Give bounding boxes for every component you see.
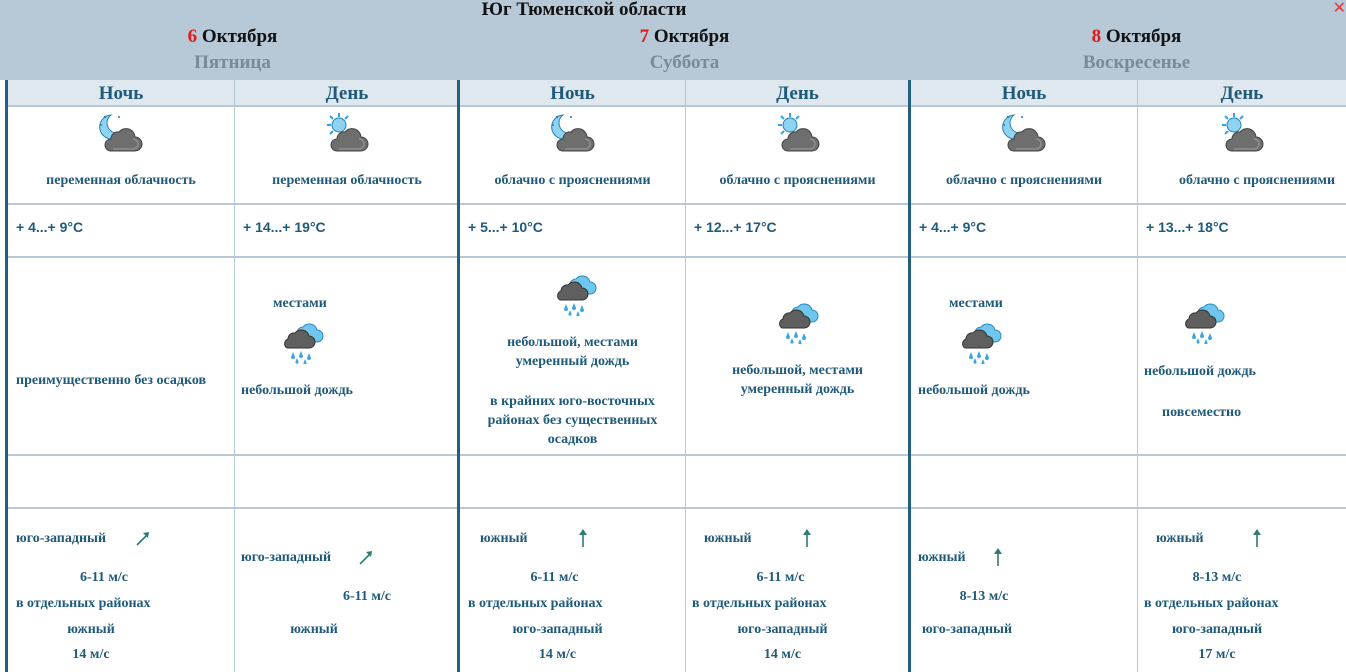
column-day3-night (908, 80, 1137, 672)
day-weekday: Воскресенье (1082, 52, 1191, 73)
wind-speed: 6-11 м/с (530, 570, 579, 585)
wind-direction-secondary: юго-западный (512, 622, 603, 637)
empty-cell (1138, 456, 1346, 509)
temperature: + 4...+ 9°C (919, 219, 987, 235)
empty-cell (235, 456, 459, 509)
precipitation-note-1: в крайних юго-восточных (490, 394, 655, 409)
wind-direction: южный (1156, 531, 1204, 546)
precipitation-text: преимущественно без осадков (16, 373, 207, 388)
wind-cell (686, 509, 909, 672)
temperature-cell (911, 205, 1137, 258)
sky-text: переменная облачность (272, 173, 422, 188)
temperature-cell (235, 205, 459, 258)
precipitation-note-2: районах без существенных (487, 413, 658, 428)
column-day3-day (1137, 80, 1346, 672)
column-day1-day (234, 80, 459, 672)
rain-cloud-icon (774, 300, 820, 344)
precipitation-text: небольшой дождь (241, 383, 353, 398)
day-number: 7 (639, 26, 650, 47)
wind-arrow-icon (798, 528, 816, 548)
precipitation-cell (1138, 258, 1346, 456)
wind-speed: 8-13 м/с (1192, 570, 1242, 585)
empty-cell (460, 456, 685, 509)
close-icon[interactable]: ✕ (1332, 0, 1346, 17)
sky-cell (1138, 107, 1346, 205)
wind-arrow-icon (574, 528, 592, 548)
column-day1-night (5, 80, 234, 672)
wind-direction-secondary: юго-западный (737, 622, 828, 637)
wind-speed-secondary: 14 м/с (763, 647, 802, 662)
wind-note: в отдельных районах (468, 596, 603, 611)
day-weekday: Пятница (194, 52, 271, 73)
day-header-2 (459, 24, 910, 76)
wind-speed-secondary: 14 м/с (72, 647, 110, 662)
forecast-table (0, 80, 1346, 672)
wind-direction: южный (704, 531, 752, 546)
sun-cloud-icon (1218, 111, 1266, 155)
wind-speed: 8-13 м/с (959, 589, 1009, 604)
sun-cloud-icon (774, 111, 822, 155)
wind-direction: юго-западный (241, 550, 332, 565)
temperature: + 12...+ 17°C (694, 219, 777, 235)
precipitation-note-3: осадков (547, 432, 598, 447)
empty-cell (8, 456, 234, 509)
period-header: Ночь (911, 80, 1137, 107)
wind-arrow-icon (1248, 528, 1266, 548)
wind-direction: южный (480, 531, 528, 546)
precipitation-line-2: умеренный дождь (515, 354, 630, 369)
wind-direction: южный (918, 550, 966, 565)
empty-cell (686, 456, 909, 509)
sky-text: переменная облачность (46, 173, 196, 188)
wind-speed: 6-11 м/с (342, 589, 392, 604)
sky-text: облачно с прояснениями (719, 173, 876, 188)
precipitation-text: небольшой дождь (918, 383, 1030, 398)
day-month: Октября (201, 26, 278, 47)
precipitation-cell (235, 258, 459, 456)
wind-cell (8, 509, 234, 672)
period-header: День (1138, 80, 1346, 107)
moon-cloud-icon (1000, 111, 1048, 155)
wind-arrow-icon (357, 547, 375, 567)
precipitation-area: местами (273, 296, 327, 311)
day-header-3 (911, 24, 1346, 76)
column-day2-day (685, 80, 909, 672)
wind-cell (235, 509, 459, 672)
period-header: Ночь (460, 80, 685, 107)
wind-note: в отдельных районах (692, 596, 827, 611)
temperature: + 14...+ 19°C (243, 219, 326, 235)
precipitation-text: небольшой дождь (1144, 364, 1256, 379)
forecast-header (0, 0, 1346, 80)
wind-arrow-icon (134, 528, 152, 548)
wind-cell (1138, 509, 1346, 672)
temperature: + 13...+ 18°C (1146, 219, 1229, 235)
wind-note: в отдельных районах (16, 596, 151, 611)
wind-speed: 6-11 м/с (756, 570, 805, 585)
rain-cloud-icon (552, 272, 598, 316)
rain-cloud-icon (1180, 300, 1226, 344)
day-month: Октября (1105, 26, 1182, 47)
wind-cell (460, 509, 685, 672)
temperature: + 5...+ 10°C (468, 219, 543, 235)
sky-cell (686, 107, 909, 205)
precipitation-cell (8, 258, 234, 456)
period-header: День (235, 80, 459, 107)
precipitation-cell (460, 258, 685, 456)
wind-cell (911, 509, 1137, 672)
wind-note: в отдельных районах (1144, 596, 1279, 611)
rain-cloud-icon (279, 320, 325, 364)
sky-text: облачно с прояснениями (1178, 173, 1336, 188)
wind-direction-secondary: южный (290, 622, 338, 637)
day-header-1 (7, 24, 458, 76)
sky-cell (8, 107, 234, 205)
precipitation-cell (911, 258, 1137, 456)
moon-cloud-icon (549, 111, 597, 155)
precipitation-cell (686, 258, 909, 456)
wind-speed: 6-11 м/с (79, 570, 129, 585)
period-header: Ночь (8, 80, 234, 107)
wind-direction-secondary: юго-западный (1171, 622, 1263, 637)
sky-text: облачно с прояснениями (494, 173, 651, 188)
wind-speed-secondary: 17 м/с (1198, 647, 1236, 662)
precipitation-area: местами (949, 296, 1003, 311)
rain-cloud-icon (957, 320, 1003, 364)
region-title: Юг Тюменской области (481, 0, 687, 20)
empty-cell (911, 456, 1137, 509)
period-header: День (686, 80, 909, 107)
temperature-cell (1138, 205, 1346, 258)
day-weekday: Суббота (649, 52, 720, 73)
precipitation-note-1: повсеместно (1162, 405, 1242, 420)
sky-cell (911, 107, 1137, 205)
temperature: + 4...+ 9°C (16, 219, 84, 235)
wind-arrow-icon (989, 547, 1007, 567)
sky-cell (460, 107, 685, 205)
precipitation-line-1: небольшой, местами (732, 363, 863, 378)
temperature-cell (8, 205, 234, 258)
sky-text: облачно с прояснениями (945, 173, 1103, 188)
day-month: Октября (653, 26, 730, 47)
wind-direction-secondary: южный (67, 622, 115, 637)
sun-cloud-icon (323, 111, 371, 155)
moon-cloud-icon (97, 111, 145, 155)
temperature-cell (686, 205, 909, 258)
sky-cell (235, 107, 459, 205)
wind-speed-secondary: 14 м/с (538, 647, 577, 662)
wind-direction-secondary: юго-западный (921, 622, 1013, 637)
precipitation-line-1: небольшой, местами (507, 335, 638, 350)
column-day2-night (457, 80, 685, 672)
day-number: 6 (187, 26, 198, 47)
day-number: 8 (1091, 26, 1102, 47)
precipitation-line-2: умеренный дождь (740, 382, 855, 397)
wind-direction: юго-западный (16, 531, 107, 546)
temperature-cell (460, 205, 685, 258)
